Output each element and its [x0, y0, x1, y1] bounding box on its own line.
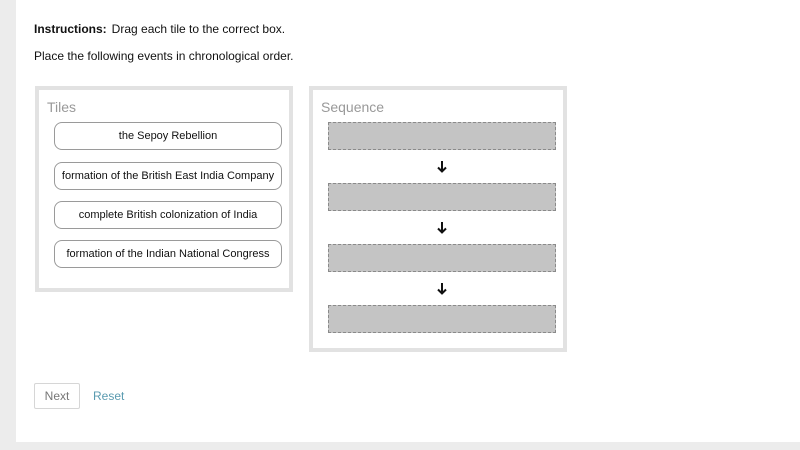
reset-link[interactable]: Reset — [93, 389, 125, 403]
sequence-panel — [309, 86, 567, 352]
question-card — [16, 0, 800, 442]
instructions — [34, 22, 285, 36]
sequence-panel-title: Sequence — [321, 99, 385, 115]
question-prompt: Place the following events in chronological order. — [34, 49, 294, 63]
tiles-panel-title: Tiles — [47, 99, 77, 115]
sequence-slot-1[interactable] — [328, 122, 556, 150]
instructions-text: Drag each tile to the correct box. — [111, 22, 286, 36]
arrow-down-icon — [435, 282, 449, 296]
sequence-slot-2[interactable] — [328, 183, 556, 211]
next-button[interactable]: Next — [34, 383, 80, 409]
sequence-slot-3[interactable] — [328, 244, 556, 272]
tile-sepoy-rebellion[interactable]: the Sepoy Rebellion — [54, 122, 282, 150]
tile-indian-national-congress[interactable]: formation of the Indian National Congress — [54, 240, 282, 268]
instructions-label: Instructions: — [34, 22, 107, 36]
tile-british-east-india-company[interactable]: formation of the British East India Company — [54, 162, 282, 190]
tiles-panel — [35, 86, 293, 292]
arrow-down-icon — [435, 221, 449, 235]
tile-british-colonization[interactable]: complete British colonization of India — [54, 201, 282, 229]
sequence-slot-4[interactable] — [328, 305, 556, 333]
arrow-down-icon — [435, 160, 449, 174]
